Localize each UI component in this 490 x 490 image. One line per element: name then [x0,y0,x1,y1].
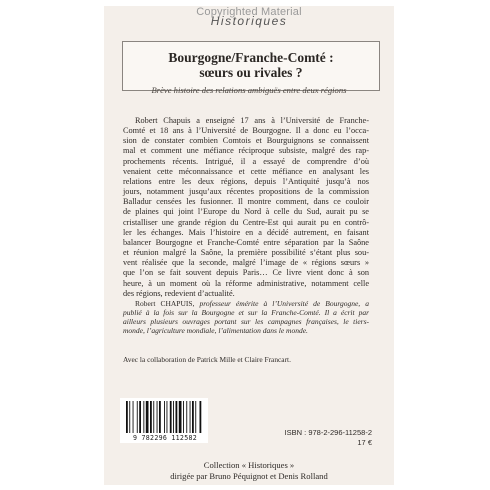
isbn: ISBN : 978-2-296-11258-2 [284,428,372,437]
blurb-line: relations entre les deux régions, depuis l’Antiquité jusqu’à nos [123,176,369,186]
blurb-line: Balladur censées les fusionner. Il montre comment, dans ce couloir [123,197,369,207]
author-bio [123,299,369,335]
barcode-bar [150,401,152,433]
barcode-bar [139,401,141,433]
copyright-watermark: Copyrighted Material [196,6,302,18]
barcode-bar [146,401,149,433]
back-cover [104,6,394,485]
collaboration-note: Avec la collaboration de Patrick Mille et Claire Francart. [123,355,291,364]
barcode-bar [186,401,187,433]
barcode-bar [167,401,168,433]
barcode-bar [157,401,158,433]
blurb-text [123,116,369,299]
bio-line: ailleurs plusieurs ouvrages portant sur les campagnes françaises, le tiers- [123,317,369,327]
blurb-line: mal et comment une méfiance réciproque subsiste, malgré des rap- [123,146,369,156]
title-box [122,41,380,91]
bio-text: , professeur émérite à l’Université de Bourgogne, a [192,299,369,308]
book-title-line-1: Bourgogne/Franche-Comté : [168,50,334,65]
blurb-line: et réunion malgré la Saône, la première possibilité s’étant plus sou- [123,248,369,258]
blurb-line: ler les échanges. Mais l’histoire en a décidé autrement, en faisant [123,227,369,237]
barcode-number: 9 782296 112582 [132,434,198,442]
blurb-line: sion de constater combien Comtois et Bourguignons se connaissent [123,136,369,146]
blurb-line: prochements récents. Intrigué, il a essayé de comprendre d’où [123,156,369,166]
barcode-bar [200,401,202,433]
bio-line [123,299,369,308]
book-subtitle: Brève histoire des relations ambiguës entre deux régions [151,85,347,95]
barcode-bar [153,401,154,433]
collection-info [104,460,394,481]
author-name: Robert CHAPUIS [135,299,193,308]
barcode-bar [133,401,134,433]
blurb-line: des régions, redevient d’actualité. [123,288,235,298]
barcode-bar [159,401,161,433]
blurb-line: cristalliser une grande région du Centre-Est qui aurait pu en contrô- [123,217,369,227]
barcode-bar [190,401,191,433]
barcode-bars [124,401,204,433]
bio-line: monde, l’agriculture mondiale, l’alimentation dans le monde. [123,326,308,336]
blurb-line: vent réalisée que la seconde, malgré l’image de « régions sœurs » [123,258,369,268]
series-logo: Historiques [210,14,288,28]
barcode-bar [129,401,130,433]
blurb-line: Robert Chapuis a enseigné 17 ans à l’Université de Franche- [135,116,369,125]
barcode-bar [176,401,178,433]
blurb-line: de plaines qui joint l’Europe du Nord à celle du Sud, aurait pu se [123,207,369,217]
barcode-bar [164,401,165,433]
blurb-line: balancer Bourgogne et Franche-Comté entre séparation par la Saône [123,237,369,247]
barcode-bar [173,401,174,433]
bio-line: publié à la fois sur la Bourgogne et sur la Franche-Comté. Il a écrit par [123,308,369,318]
barcode-bar [179,401,182,433]
barcode-bar [137,401,138,433]
barcode-bar [183,401,184,433]
blurb-line: venaient cette méconnaissance et cette méfiance en analysant les [123,166,369,176]
collection-directors: dirigée par Bruno Péquignot et Denis Rolland [170,470,328,481]
barcode-bar [195,401,196,433]
barcode-bar [170,401,172,433]
barcode-bar [143,401,144,433]
isbn-block [285,428,372,448]
blurb-line: heure, à un moment où la réforme administrative, notamment celle [123,278,369,288]
collection-name: Collection « Historiques » [203,460,295,470]
barcode-bar [126,401,128,433]
blurb-line: que l’on se fait souvent depuis Paris… Ce livre vient donc à son [123,268,369,278]
blurb-line: Comté et 18 ans à l’Université de Bourgogne. Il a donc eu l’occa- [123,126,369,136]
price: 17 € [357,438,372,447]
book-title-line-2: sœurs ou rivales ? [199,65,303,80]
blurb-line: jours, notamment jusqu’aux récentes propositions de la commission [123,187,369,197]
barcode [120,398,208,443]
barcode-bar [192,401,194,433]
